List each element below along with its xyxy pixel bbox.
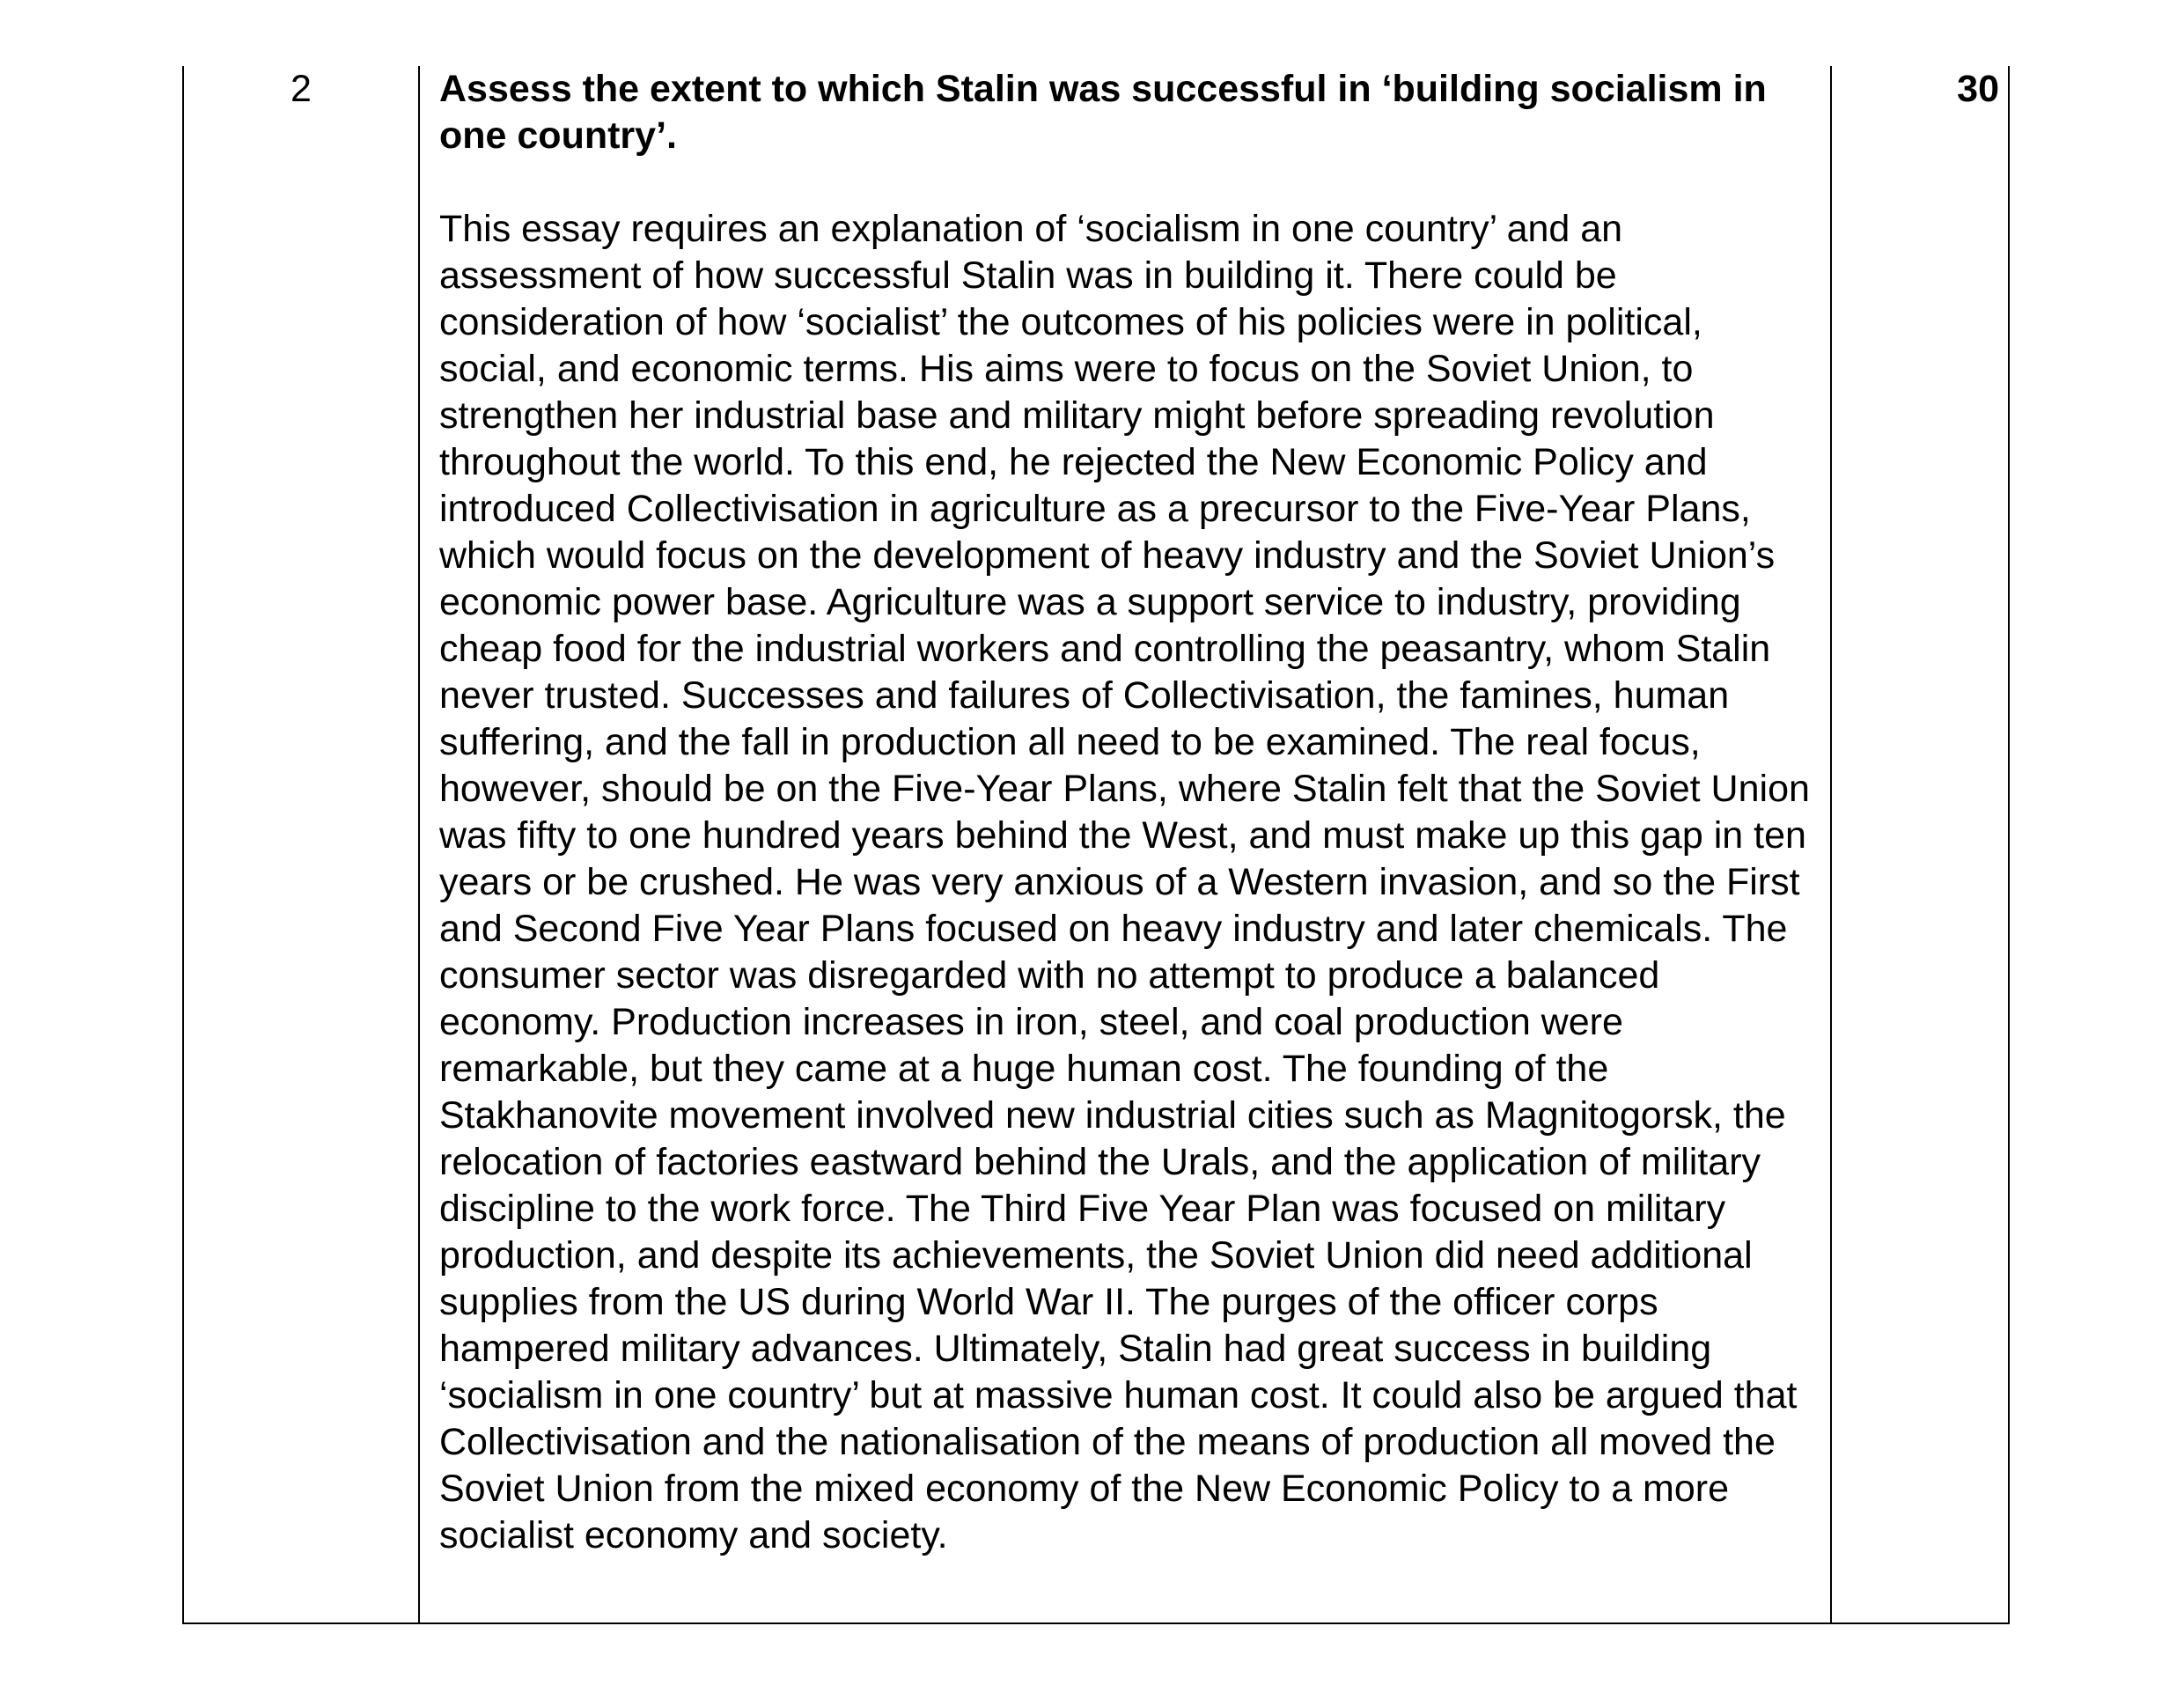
mark-scheme-table: [182, 66, 2010, 1624]
column-divider: [1830, 66, 1832, 1622]
question-number: 2: [290, 68, 312, 110]
column-divider: [418, 66, 420, 1622]
question-content-cell: [439, 66, 1813, 1559]
question-title: Assess the extent to which Stalin was successful in ‘building socialism in one country’.: [439, 68, 1767, 157]
answer-guidance: This essay requires an explanation of ‘socialism in one country’ and an assessment of how successful Stalin was in building it. There could be consideration of how ‘socialist’ the outcomes of his policies were in political, social, and economic terms. His aims were to focus on the Soviet Union, to strengthen her industrial base and military might before spreading revolution throughout the world. To this end, he rejected the New Economic Policy and introduced Collectivisation in agriculture as a precursor to the Five-Year Plans, which would focus on the development of heavy industry and the Soviet Union’s economic power base. Agriculture was a support service to industry, providing cheap food for the industrial workers and controlling the peasantry, whom Stalin never trusted. Successes and failures of Collectivisation, the famines, human suffering, and the fall in production all need to be examined. The real focus, however, should be on the Five-Year Plans, where Stalin felt that the Soviet Union was fifty to one hundred years behind the West, and must make up this gap in ten years or be crushed. He was very anxious of a Western invasion, and so the First and Second Five Year Plans focused on heavy industry and later chemicals. The consumer sector was disregarded with no attempt to produce a balanced economy. Production increases in iron, steel, and coal production were remarkable, but they came at a huge human cost. The founding of the Stakhanovite movement involved new industrial cities such as Magnitogorsk, the relocation of factories eastward behind the Urals, and the application of military discipline to the work force. The Third Five Year Plan was focused on military production, and despite its achievements, the Soviet Union did need additional supplies from the US during World War II. The purges of the officer corps hampered military advances. Ultimately, Stalin had great success in building ‘socialism in one country’ but at massive human cost. It could also be argued that Collectivisation and the nationalisation of the means of production all moved the Soviet Union from the mixed economy of the New Economic Policy to a more socialist economy and society.: [439, 208, 1810, 1556]
question-marks: 30: [1957, 68, 1999, 110]
